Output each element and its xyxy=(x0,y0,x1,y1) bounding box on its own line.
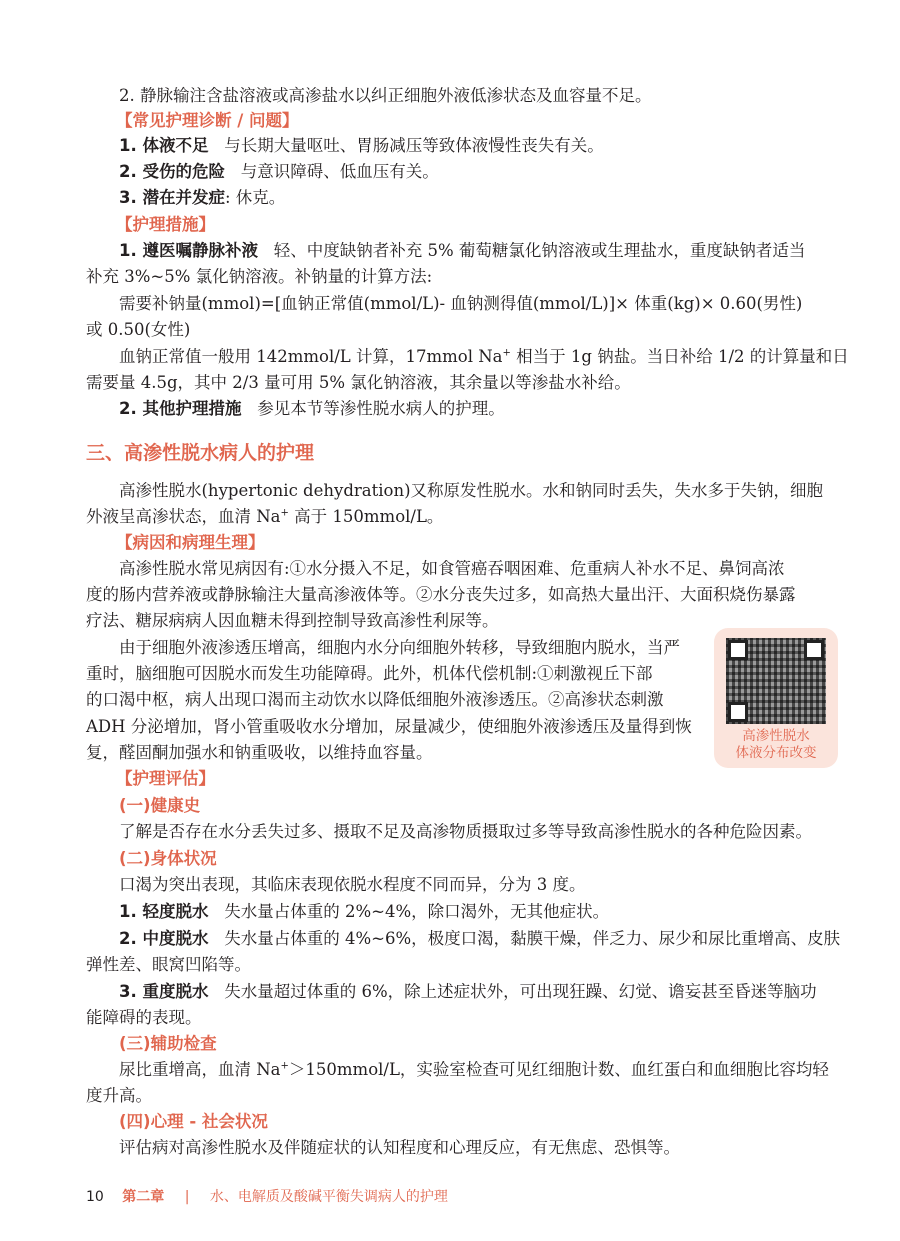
paragraph: 由于细胞外液渗透压增高，细胞内水分向细胞外转移，导致细胞内脱水，当严 xyxy=(119,638,680,657)
section-title: 三、高渗性脱水病人的护理 xyxy=(86,442,315,464)
chapter-title: 水、电解质及酸碱平衡失调病人的护理 xyxy=(209,1189,448,1205)
chapter-label: 第二章 xyxy=(122,1189,165,1205)
page-number: 10 xyxy=(86,1189,104,1205)
paragraph: 需要量 4.5g，其中 2/3 量可用 5% 氯化钠溶液，其余量以等渗盐水补给。 xyxy=(86,373,631,392)
subheading: (二)身体状况 xyxy=(119,849,217,868)
paragraph: ADH 分泌增加，肾小管重吸收水分增加，尿量减少，使细胞外液渗透压及量得到恢 xyxy=(86,717,692,736)
qr-finder-icon xyxy=(728,640,748,660)
measure-item: 2. 其他护理措施 参见本节等渗性脱水病人的护理。 xyxy=(119,399,505,418)
grade-item: 3. 重度脱水 失水量超过体重的 6%，除上述症状外，可出现狂躁、幻觉、谵妄甚至昏迷等脑功 xyxy=(119,982,817,1001)
paragraph: 2. 静脉输注含盐溶液或高渗盐水以纠正细胞外液低渗状态及血容量不足。 xyxy=(119,86,652,105)
subheading: (三)辅助检查 xyxy=(119,1034,217,1053)
paragraph: 疗法、糖尿病病人因血糖未得到控制导致高渗性利尿等。 xyxy=(86,611,499,630)
heading-nursing-measures: 【护理措施】 xyxy=(116,215,215,234)
paragraph: 评估病对高渗性脱水及伴随症状的认知程度和心理反应，有无焦虑、恐惧等。 xyxy=(119,1138,680,1157)
paragraph: 高渗性脱水(hypertonic dehydration)又称原发性脱水。水和钠同时丢失，失水多于失钠，细胞 xyxy=(119,481,824,500)
paragraph: 能障碍的表现。 xyxy=(86,1008,202,1027)
diagnosis-item: 3. 潜在并发症: 休克。 xyxy=(119,188,286,207)
qr-finder-icon xyxy=(728,702,748,722)
formula: 需要补钠量(mmol)=[血钠正常值(mmol/L)- 血钠测得值(mmol/L)]× 体重(kg)× 0.60(男性) xyxy=(119,294,803,313)
subheading: (一)健康史 xyxy=(119,796,201,815)
grade-item: 1. 轻度脱水 失水量占体重的 2%~4%，除口渴外，无其他症状。 xyxy=(119,902,610,921)
page-footer xyxy=(86,1187,448,1207)
paragraph: 血钠正常值一般用 142mmol/L 计算，17mmol Na+ 相当于 1g 钠盐。当日补给 1/2 的计算量和日 xyxy=(119,347,849,366)
paragraph: 的口渴中枢，病人出现口渴而主动饮水以降低细胞外液渗透压。②高渗状态刺激 xyxy=(86,690,664,709)
footer-separator: | xyxy=(184,1189,190,1205)
qr-code-icon xyxy=(726,638,826,724)
formula: 或 0.50(女性) xyxy=(86,320,191,339)
measure-item: 1. 遵医嘱静脉补液 轻、中度缺钠者补充 5% 葡萄糖氯化钠溶液或生理盐水，重度缺钠者适当 xyxy=(119,241,806,260)
grade-item: 2. 中度脱水 失水量占体重的 4%~6%，极度口渴，黏膜干燥，伴乏力、尿少和尿比重增高、皮肤 xyxy=(119,929,841,948)
paragraph: 高渗性脱水常见病因有:①水分摄入不足，如食管癌吞咽困难、危重病人补水不足、鼻饲高浓 xyxy=(119,559,785,578)
heading-cause-pathophysiology: 【病因和病理生理】 xyxy=(116,533,265,552)
qr-caption: 高渗性脱水 xyxy=(742,728,810,744)
qr-caption: 体液分布改变 xyxy=(735,745,817,761)
heading-common-diagnosis: 【常见护理诊断 / 问题】 xyxy=(116,111,299,130)
paragraph: 弹性差、眼窝凹陷等。 xyxy=(86,955,251,974)
paragraph: 度升高。 xyxy=(86,1086,152,1105)
paragraph: 尿比重增高，血清 Na+＞150mmol/L，实验室检查可见红细胞计数、血红蛋白和血细胞比容均轻 xyxy=(119,1060,829,1079)
subheading: (四)心理 - 社会状况 xyxy=(119,1112,268,1131)
qr-code-card[interactable] xyxy=(714,628,838,768)
paragraph: 度的肠内营养液或静脉输注大量高渗液体等。②水分丧失过多，如高热大量出汗、大面积烧伤暴露 xyxy=(86,585,796,604)
paragraph: 重时，脑细胞可因脱水而发生功能障碍。此外，机体代偿机制:①刺激视丘下部 xyxy=(86,664,653,683)
paragraph: 复，醛固酮加强水和钠重吸收，以维持血容量。 xyxy=(86,743,433,762)
heading-nursing-assessment: 【护理评估】 xyxy=(116,769,215,788)
paragraph: 了解是否存在水分丢失过多、摄取不足及高渗物质摄取过多等导致高渗性脱水的各种危险因素。 xyxy=(119,822,812,841)
qr-finder-icon xyxy=(804,640,824,660)
diagnosis-item: 2. 受伤的危险 与意识障碍、低血压有关。 xyxy=(119,162,439,181)
paragraph: 外液呈高渗状态，血清 Na+ 高于 150mmol/L。 xyxy=(86,507,444,526)
diagnosis-item: 1. 体液不足 与长期大量呕吐、胃肠减压等致体液慢性丧失有关。 xyxy=(119,136,604,155)
paragraph: 补充 3%~5% 氯化钠溶液。补钠量的计算方法: xyxy=(86,267,433,286)
paragraph: 口渴为突出表现，其临床表现依脱水程度不同而异，分为 3 度。 xyxy=(119,875,586,894)
